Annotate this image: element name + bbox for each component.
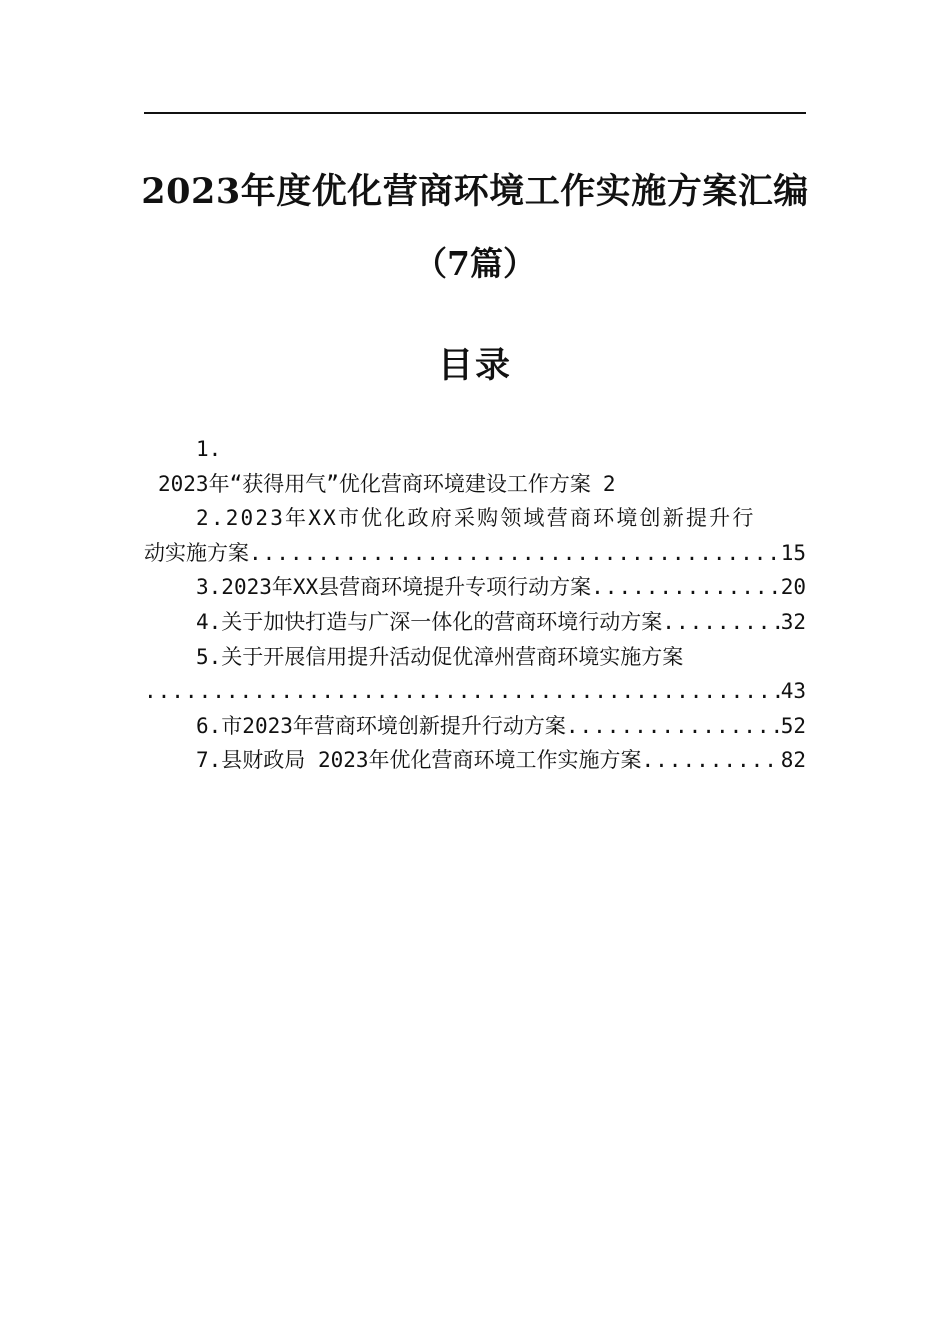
toc-entry-number: 5.: [196, 644, 222, 669]
toc-entry-title: 关于加快打造与广深一体化的营商环境行动方案: [221, 609, 663, 634]
toc-entry-page: 15: [780, 540, 806, 565]
toc-entry-number: 4.: [196, 609, 222, 634]
toc-dot-leader: [662, 605, 780, 640]
toc-entry-page: 43: [780, 679, 806, 704]
table-of-contents: [144, 432, 806, 778]
toc-entry-title: 2023年“获得用气”优化营商环境建设工作方案: [158, 471, 591, 496]
toc-entry-1-number-line[interactable]: [144, 432, 806, 467]
toc-entry-5[interactable]: [144, 640, 806, 675]
toc-dot-leader: [566, 709, 781, 744]
toc-entry-number: 7.: [196, 748, 222, 773]
toc-entry-title: 县财政局 2023年优化营商环境工作实施方案: [221, 748, 642, 773]
toc-dot-leader: [642, 743, 781, 778]
toc-entry-number: 1.: [196, 437, 222, 461]
toc-heading: 目录: [437, 345, 512, 386]
toc-entry-page: 82: [780, 748, 806, 773]
toc-entry-3[interactable]: [144, 570, 806, 605]
toc-entry-page: 52: [780, 713, 806, 738]
header-rule: [144, 112, 806, 114]
toc-entry-6[interactable]: [144, 709, 806, 744]
toc-entry-4[interactable]: [144, 605, 806, 640]
toc-entry-2-continuation[interactable]: [144, 536, 806, 571]
toc-entry-title: 市2023年营商环境创新提升行动方案: [221, 713, 566, 738]
document-title: 2023年度优化营商环境工作实施方案汇编: [141, 171, 809, 212]
toc-entry-page: 2: [602, 471, 616, 496]
toc-entry-2[interactable]: [144, 501, 806, 536]
toc-entry-page: 20: [780, 575, 806, 600]
toc-entry-title: 2023年XX市优化政府采购领域营商环境创新提升行: [225, 506, 756, 531]
toc-entry-number: 2.: [196, 506, 226, 531]
toc-entry-page: 32: [780, 609, 806, 634]
toc-dot-leader: [249, 536, 781, 571]
toc-dot-leader: [144, 674, 781, 709]
toc-entry-5-continuation[interactable]: [144, 674, 806, 709]
toc-entry-1[interactable]: [144, 467, 806, 502]
toc-entry-title: 关于开展信用提升活动促优漳州营商环境实施方案: [221, 644, 684, 669]
toc-entry-7[interactable]: [144, 743, 806, 778]
toc-entry-number: 6.: [196, 713, 222, 738]
document-subtitle: （7篇）: [414, 244, 536, 283]
toc-entry-title-continuation: 动实施方案: [144, 540, 249, 565]
toc-dot-leader: [591, 570, 781, 605]
toc-entry-number: 3.: [196, 575, 222, 600]
toc-entry-title: 2023年XX县营商环境提升专项行动方案: [221, 575, 592, 600]
